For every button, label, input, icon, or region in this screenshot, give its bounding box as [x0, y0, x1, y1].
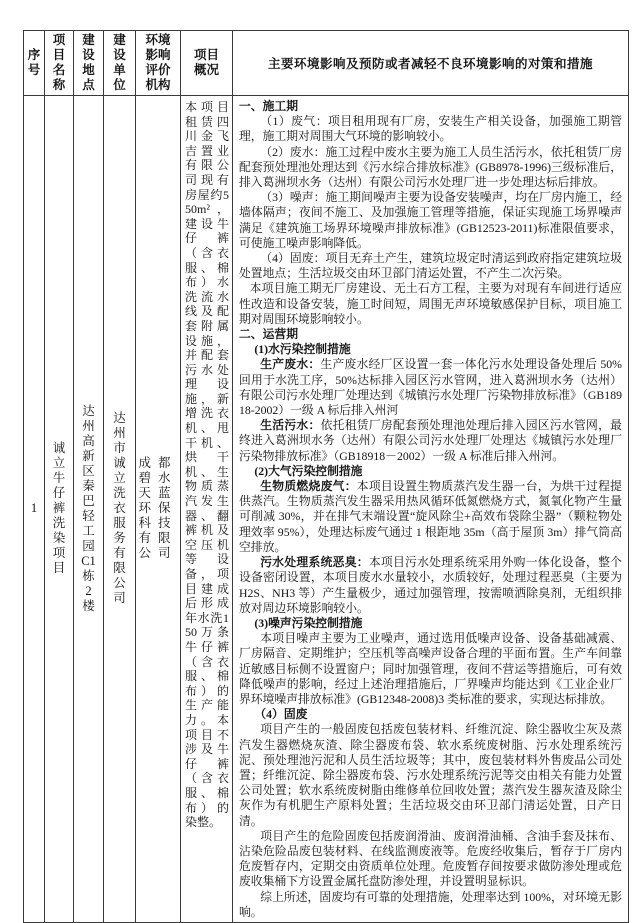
cell-eia-agency [136, 96, 181, 923]
location-text: 达州高新区秦巴轻工园C1栋2楼 [81, 403, 96, 613]
header-measures [233, 31, 629, 96]
header-location [74, 31, 104, 96]
measures-text-run: 本项目设置生物质蒸汽发生器一台，为烘干过程提供蒸汽。生物质蒸汽发生器采用热风循环低氮燃烧方式，氮氧化物产生量可削减 30%，并在排气末端设置“旋风除尘+高效布袋除尘器”（颗粒物处理效率 95%），处理达标废气通过 1 根距地 35m（高于屋顶 3m）排气筒高空排放。 [239, 479, 622, 554]
measures-bold-run: 生物质燃烧废气： [260, 479, 357, 494]
measures-text-run: 项目产生的危险固废包括废润滑油、废润滑油桶、含油手套及抹布、沾染危险品废包装材料、在线监测废液等。危废经收集后，暂存于厂房内危废暂存内，定期交由资质单位处理。危废暂存间按要求做防渗处理或危废收集桶下方设置金属托盘防渗处理，并设置明显标识。 [239, 828, 622, 889]
measures-bold-run: (3)噪声污染控制措施 [254, 615, 363, 630]
cell-serial [24, 96, 45, 923]
measures-paragraph [239, 829, 622, 890]
builder-text: 达州市诚立洗衣服务有限公司 [113, 411, 126, 606]
measures-paragraph [239, 479, 622, 555]
header-serial-label: 序号 [27, 48, 41, 77]
measures-paragraph [239, 707, 622, 722]
cell-measures [233, 96, 629, 923]
eia-agency-text: 成都碧水天蓝环保科技有限公司 [138, 456, 178, 561]
measures-bold-run: 污水处理系统恶臭： [260, 555, 369, 570]
header-project-name [45, 31, 74, 96]
measures-text-run: 项目产生的一般固废包括废包装材料、纤维沉淀、除尘器收尘灰及蒸汽发生器燃烧灰渣、除尘器废布袋、软水系统废树脂、污水处理系统污泥、预处理池污泥和人员生活垃圾等；其中，废包装材料外售废品公司处置；纤维沉淀、除尘器废布袋、污水处理系统污泥等交由相关有能力处置公司处置；软水系统废树脂由维修单位回收处置；蒸汽发生器灰渣及除尘灰作为有机肥生产原料处置；生活垃圾交由环卫部门清运处置，日产日清。 [239, 722, 622, 828]
measures-text-run: 本项目污水处理系统采用外购一体化设备，整个设备密闭设置，本项目废水水量较小，水质较好，处理过程恶臭（主要为 H2S、NH3 等）产生量极少，通过加强管理，按需喷洒除臭剂，无组织排放对周边环境影响较小。 [239, 555, 622, 615]
measures-text-run: 本项目施工期无厂房建设、无土石方工程，主要为对现有车间进行适应性改造和设备安装，施工时间短，周围无声环境敏感保护目标，项目施工期对周围环境影响较小。 [239, 281, 622, 326]
measures-bold-run: 二、运营期 [239, 327, 298, 342]
measures-paragraph [239, 281, 622, 327]
measures-bold-run: (1)水污染控制措施 [254, 342, 351, 357]
measures-text-run: （3）噪声：施工期间噪声主要为设备安装噪声，均在厂房内施工，经墙体隔声；夜间不施工、及加强施工管理等措施，保证实现施工场界噪声满足《建筑施工场界环境噪声排放标准》(GB12523-2011)标准限值要求，可使施工噪声影响降低。 [239, 190, 622, 250]
measures-text-run: 依托租赁厂房配套预处理池处理后排入园区污水管网，最终进入葛洲坝水务（达州）有限公司污水处理厂处理达《城镇污水处理厂污染物排放标准》（GB18918－2002）一级 A 标准后排入州河。 [239, 418, 622, 463]
measures-paragraph [239, 342, 622, 357]
measures-paragraph [239, 251, 622, 281]
header-builder [104, 31, 136, 96]
measures-paragraph [239, 890, 622, 920]
cell-location [74, 96, 104, 923]
measures-bold-run: 生产废水： [260, 357, 321, 372]
header-builder-label: 建设单位 [113, 33, 126, 92]
overview-text: 本项目租赁四川金飞吉置业有限公司现有房屋约550m²，建设牛仔裤（含衣服、棉布）水洗流水线及配套附属设施，并配套污水处理设施，新增洗衣机、甩干机、烘干机、生物质蒸汽发生器、翻裤机及空压机等设备，项目建成后形成年水洗150万条牛仔裤（含衣服、棉布）的生产能力。本项目不涉及牛仔裤（含衣服、棉布）的染整。 [185, 100, 229, 830]
header-overview-label: 项目概况 [193, 48, 219, 77]
measures-paragraph [239, 99, 622, 114]
measures-paragraph [239, 722, 622, 828]
measures-paragraph [239, 464, 622, 479]
cell-builder [104, 96, 136, 923]
measures-text-run: （1）废气：项目租用现有厂房，安装生产相关设备，加强施工期管理，施工期对周围大气环境的影响较小。 [239, 114, 622, 144]
measures-paragraph [239, 631, 622, 707]
measures-paragraph [239, 145, 622, 191]
table-row [24, 96, 629, 923]
measures-paragraph [239, 327, 622, 342]
measures-text-run: 生产废水经厂区设置一套一体化污水处理设备处理后 50%回用于水洗工序，50%达标排入园区污水管网，进入葛洲坝水务（达州）有限公司污水处理厂处理达到《城镇污水处理厂污染物排放标准》（GB18918-2002）一级 A 标后排入州河 [239, 357, 622, 418]
measures-paragraph [239, 357, 622, 418]
header-eia-agency [136, 31, 181, 96]
measures-text-run: （4）固废：项目无弃土产生，建筑垃圾定时清运到政府指定建筑垃圾处置地点；生活垃圾交由环卫部门清运处置，不产生二次污染。 [239, 251, 622, 281]
header-overview [181, 31, 233, 96]
header-row [24, 31, 629, 96]
measures-text-run: 本项目噪声主要为工业噪声，通过选用低噪声设备、设备基础减震、厂房隔音、定期维护；空压机等高噪声设备合理的平面布置。生产车间靠近敏感目标侧不设置窗户；同时加强管理，夜间不营运等措施后，可有效降低噪声的影响，经过上述治理措施后，厂界噪声均能达到《工业企业厂界环境噪声排放标准》(GB12348-2008)3 类标准的要求，实现达标排放。 [239, 631, 622, 706]
measures-bold-run: （4）固废 [254, 707, 308, 722]
serial-number: 1 [30, 501, 38, 516]
measures-paragraph [239, 555, 622, 616]
measures-text-run: （2）废水：施工过程中废水主要为施工人员生活污水，依托租赁厂房配套预处理池处理达到《污水综合排放标准》(GB8978-1996)三级标准后，排入葛洲坝水务（达州）有限公司污水处理厂进一步处理达标后排放。 [239, 144, 622, 190]
header-serial [24, 31, 45, 96]
cell-project-name [45, 96, 74, 923]
header-eia-agency-label: 环境影响评价机构 [145, 33, 171, 92]
measures-paragraph [239, 190, 622, 251]
header-location-label: 建设地点 [82, 33, 95, 92]
measures-paragraph [239, 616, 622, 631]
measures-text-run: 综上所述，固废均有可靠的处理措施，处理率达到 100%，对环境无影响。 [239, 889, 622, 919]
header-measures-label: 主要环境影响及预防或者减轻不良环境影响的对策和措施 [267, 57, 593, 71]
header-project-name-label: 项目名称 [52, 33, 66, 92]
cell-overview [181, 96, 233, 923]
measures-paragraph [239, 418, 622, 464]
eia-table [23, 30, 629, 923]
cell-measures-content [239, 99, 622, 920]
measures-paragraph [239, 114, 622, 144]
measures-bold-run: (2)大气污染控制措施 [254, 463, 363, 478]
measures-bold-run: 生活污水： [260, 418, 321, 433]
project-name-text: 诚立牛仔裤洗染项目 [52, 441, 66, 576]
measures-bold-run: 一、施工期 [239, 99, 298, 113]
